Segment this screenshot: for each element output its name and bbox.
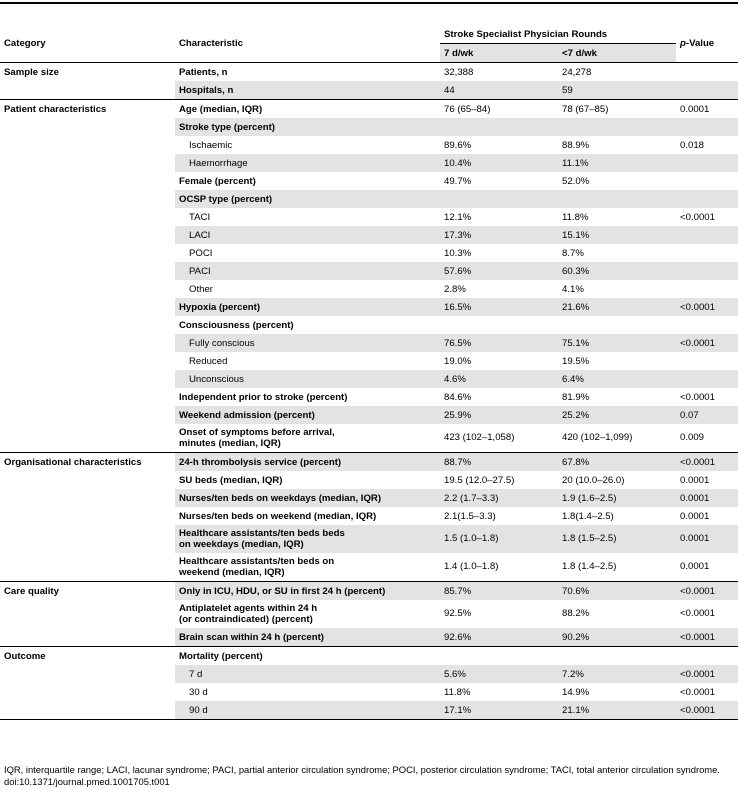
cell-category	[0, 244, 175, 262]
cell-pvalue	[676, 352, 738, 370]
cell-category	[0, 172, 175, 190]
cell-pvalue	[676, 154, 738, 172]
cell-7d: 76.5%	[440, 334, 558, 352]
cell-7d: 16.5%	[440, 298, 558, 316]
cell-category	[0, 406, 175, 424]
cell-category	[0, 665, 175, 683]
cell-characteristic: Consciousness (percent)	[179, 319, 294, 331]
cell-category: Patient characteristics	[0, 100, 175, 119]
cell-pvalue: 0.0001	[676, 489, 738, 507]
table-row	[0, 471, 738, 489]
cell-7d: 88.7%	[440, 453, 558, 472]
table-row	[0, 136, 738, 154]
cell-pvalue: <0.0001	[680, 686, 715, 698]
cell-7d: 2.2 (1.7–3.3)	[440, 489, 558, 507]
cell-lt7d: 59	[558, 81, 676, 100]
cell-lt7d: 420 (102–1,099)	[562, 432, 633, 444]
cell-category	[0, 190, 175, 208]
cell-category	[0, 553, 175, 582]
cell-characteristic: POCI	[189, 247, 213, 259]
cell-lt7d: 88.9%	[562, 139, 590, 151]
cell-7d	[440, 647, 558, 666]
table-row	[0, 600, 738, 628]
cell-7d: 76 (65–84)	[440, 100, 558, 119]
cell-category	[0, 701, 175, 720]
cell-pvalue	[676, 190, 738, 208]
cell-pvalue	[676, 172, 738, 190]
cell-7d: 423 (102–1,058)	[444, 432, 515, 444]
cell-characteristic: 90 d	[175, 701, 440, 720]
cell-7d: 5.6%	[440, 665, 558, 683]
cell-characteristic: Brain scan within 24 h (percent)	[175, 628, 440, 647]
cell-pvalue: 0.0001	[676, 100, 738, 119]
header-col-lt7d: <7 d/wk	[558, 44, 676, 63]
cell-characteristic: 24-h thrombolysis service (percent)	[175, 453, 440, 472]
header-pvalue-suffix: -Value	[685, 38, 715, 49]
cell-pvalue	[676, 63, 738, 82]
cell-lt7d: 7.2%	[558, 665, 676, 683]
cell-characteristic: Nurses/ten beds on weekdays (median, IQR)	[175, 489, 440, 507]
cell-7d: 92.6%	[440, 628, 558, 647]
table-row	[0, 683, 738, 701]
cell-lt7d: 78 (67–85)	[558, 100, 676, 119]
cell-7d: 84.6%	[444, 391, 472, 403]
cell-characteristic: Antiplatelet agents within 24 h (or contraindicated) (percent)	[179, 602, 318, 625]
cell-characteristic: Hypoxia (percent)	[175, 298, 440, 316]
table-row	[0, 525, 738, 553]
cell-lt7d: 15.1%	[558, 226, 676, 244]
cell-7d: 11.8%	[444, 686, 471, 698]
cell-pvalue: <0.0001	[680, 391, 715, 403]
cell-characteristic: Only in ICU, HDU, or SU in first 24 h (percent)	[175, 582, 440, 601]
cell-characteristic: Weekend admission (percent)	[175, 406, 440, 424]
cell-pvalue	[676, 647, 738, 666]
top-rule	[0, 2, 738, 4]
cell-lt7d: 88.2%	[562, 608, 590, 620]
cell-7d: 85.7%	[440, 582, 558, 601]
cell-category	[0, 489, 175, 507]
cell-lt7d: 81.9%	[562, 391, 590, 403]
cell-lt7d: 52.0%	[562, 175, 590, 187]
table-row	[0, 100, 738, 119]
table-row	[0, 208, 738, 226]
cell-lt7d: 1.8 (1.4–2.5)	[562, 561, 617, 573]
cell-pvalue: 0.07	[676, 406, 738, 424]
cell-lt7d: 14.9%	[562, 686, 590, 698]
cell-characteristic: Ischaemic	[189, 139, 233, 151]
cell-7d: 89.6%	[444, 139, 472, 151]
cell-characteristic: Onset of symptoms before arrival, minutes (median, IQR)	[179, 426, 335, 449]
cell-lt7d: 21.6%	[558, 298, 676, 316]
cell-category: Outcome	[0, 647, 175, 666]
cell-category	[0, 352, 175, 370]
table-row	[0, 172, 738, 190]
cell-7d: 32,388	[440, 63, 558, 82]
cell-lt7d: 25.2%	[558, 406, 676, 424]
table-row	[0, 226, 738, 244]
table-body	[0, 63, 738, 720]
cell-pvalue: <0.0001	[676, 334, 738, 352]
cell-lt7d: 19.5%	[562, 355, 590, 367]
header-group: Stroke Specialist Physician Rounds	[440, 25, 676, 44]
table-row	[0, 647, 738, 666]
cell-characteristic: Hospitals, n	[175, 81, 440, 100]
cell-7d	[440, 118, 558, 136]
table-row	[0, 370, 738, 388]
cell-lt7d: 70.6%	[558, 582, 676, 601]
table-row	[0, 507, 738, 525]
cell-7d: 10.3%	[444, 247, 472, 259]
cell-pvalue: 0.018	[680, 139, 705, 151]
header-category: Category	[0, 25, 175, 63]
table-row	[0, 262, 738, 280]
cell-characteristic: PACI	[175, 262, 440, 280]
cell-pvalue: 0.009	[680, 432, 705, 444]
cell-lt7d: 1.9 (1.6–2.5)	[558, 489, 676, 507]
cell-category	[0, 424, 175, 453]
cell-7d: 4.6%	[440, 370, 558, 388]
cell-lt7d: 1.8 (1.5–2.5)	[558, 525, 676, 553]
table-row	[0, 316, 738, 334]
cell-lt7d: 67.8%	[558, 453, 676, 472]
cell-characteristic: Reduced	[189, 355, 228, 367]
cell-pvalue: <0.0001	[680, 608, 715, 620]
cell-pvalue	[676, 370, 738, 388]
cell-pvalue: <0.0001	[676, 665, 738, 683]
cell-category: Care quality	[0, 582, 175, 601]
cell-category	[0, 118, 175, 136]
cell-category	[0, 600, 175, 628]
cell-category	[0, 298, 175, 316]
cell-characteristic: SU beds (median, IQR)	[179, 474, 283, 486]
cell-category	[0, 683, 175, 701]
table-row	[0, 190, 738, 208]
cell-lt7d	[558, 190, 676, 208]
table-row	[0, 628, 738, 647]
cell-pvalue: <0.0001	[676, 628, 738, 647]
cell-7d	[440, 190, 558, 208]
cell-7d: 10.4%	[440, 154, 558, 172]
table-row	[0, 424, 738, 453]
cell-pvalue: <0.0001	[676, 298, 738, 316]
table-row	[0, 406, 738, 424]
cell-characteristic: 7 d	[175, 665, 440, 683]
cell-lt7d: 75.1%	[558, 334, 676, 352]
cell-pvalue: 0.0001	[680, 474, 710, 486]
cell-pvalue: <0.0001	[676, 453, 738, 472]
cell-characteristic: Healthcare assistants/ten beds beds on weekdays (median, IQR)	[175, 525, 440, 553]
cell-category	[0, 280, 175, 298]
cell-lt7d: 11.1%	[558, 154, 676, 172]
cell-lt7d: 8.7%	[562, 247, 584, 259]
cell-7d: 17.3%	[440, 226, 558, 244]
cell-category	[0, 262, 175, 280]
cell-category	[0, 226, 175, 244]
cell-characteristic: Independent prior to stroke (percent)	[179, 391, 348, 403]
footnote-abbreviations: IQR, interquartile range; LACI, lacunar syndrome; PACI, partial anterior circulation syndrome; POCI, posterior circulation syndrome; TACI, total anterior circulation syndrome.	[4, 764, 720, 775]
header-col-7d: 7 d/wk	[440, 44, 558, 63]
cell-7d: 2.8%	[444, 283, 466, 295]
table-row	[0, 582, 738, 601]
table-row	[0, 665, 738, 683]
cell-7d: 25.9%	[440, 406, 558, 424]
cell-7d: 1.4 (1.0–1.8)	[444, 561, 499, 573]
cell-characteristic: Stroke type (percent)	[175, 118, 440, 136]
header-pvalue-prefix: p	[680, 38, 686, 49]
cell-characteristic: Healthcare assistants/ten beds on weekend (median, IQR)	[179, 555, 335, 578]
cell-lt7d: 60.3%	[558, 262, 676, 280]
cell-7d: 12.1%	[444, 211, 472, 223]
cell-characteristic: Haemorrhage	[175, 154, 440, 172]
cell-pvalue: 0.0001	[680, 510, 710, 522]
cell-characteristic: Nurses/ten beds on weekend (median, IQR)	[179, 510, 377, 522]
table-row	[0, 334, 738, 352]
data-table	[0, 25, 738, 720]
cell-pvalue: 0.0001	[676, 525, 738, 553]
table-row	[0, 63, 738, 82]
cell-7d: 44	[440, 81, 558, 100]
cell-lt7d: 1.8(1.4–2.5)	[562, 510, 614, 522]
cell-category: Organisational characteristics	[0, 453, 175, 472]
cell-pvalue	[676, 118, 738, 136]
cell-characteristic: Mortality (percent)	[175, 647, 440, 666]
cell-pvalue: <0.0001	[676, 582, 738, 601]
cell-lt7d: 6.4%	[558, 370, 676, 388]
header-characteristic: Characteristic	[175, 25, 440, 63]
table-row	[0, 298, 738, 316]
table-row	[0, 118, 738, 136]
footnote-doi: doi:10.1371/journal.pmed.1001705.t001	[4, 775, 170, 787]
cell-category	[0, 628, 175, 647]
cell-characteristic: Unconscious	[175, 370, 440, 388]
cell-category	[0, 208, 175, 226]
table-row	[0, 388, 738, 406]
cell-category	[0, 334, 175, 352]
cell-characteristic: OCSP type (percent)	[175, 190, 440, 208]
cell-characteristic: Other	[189, 283, 213, 295]
cell-characteristic: Patients, n	[175, 63, 440, 82]
cell-lt7d: 21.1%	[558, 701, 676, 720]
cell-lt7d: 90.2%	[558, 628, 676, 647]
cell-pvalue	[676, 226, 738, 244]
table-row	[0, 352, 738, 370]
cell-7d: 2.1(1.5–3.3)	[444, 510, 496, 522]
cell-characteristic: Age (median, IQR)	[175, 100, 440, 119]
cell-characteristic: TACI	[189, 211, 211, 223]
cell-pvalue	[676, 280, 738, 298]
cell-category	[0, 525, 175, 553]
cell-pvalue: <0.0001	[676, 701, 738, 720]
cell-category	[0, 81, 175, 100]
cell-lt7d	[558, 316, 676, 334]
cell-pvalue	[676, 244, 738, 262]
table-row	[0, 154, 738, 172]
cell-7d: 92.5%	[444, 608, 472, 620]
header-pvalue	[676, 25, 738, 63]
cell-lt7d	[558, 647, 676, 666]
cell-lt7d	[558, 118, 676, 136]
cell-pvalue: <0.0001	[680, 211, 715, 223]
cell-7d: 17.1%	[440, 701, 558, 720]
cell-lt7d: 4.1%	[562, 283, 584, 295]
cell-characteristic: Fully conscious	[175, 334, 440, 352]
table-row	[0, 244, 738, 262]
cell-7d: 19.5 (12.0–27.5)	[444, 474, 515, 486]
cell-pvalue	[676, 316, 738, 334]
table-row	[0, 453, 738, 472]
table-row	[0, 701, 738, 720]
cell-category	[0, 136, 175, 154]
cell-7d: 19.0%	[444, 355, 472, 367]
cell-pvalue: 0.0001	[680, 561, 710, 573]
cell-7d: 57.6%	[440, 262, 558, 280]
cell-category: Sample size	[0, 63, 175, 82]
cell-category	[0, 154, 175, 172]
cell-7d: 49.7%	[444, 175, 472, 187]
cell-category	[0, 507, 175, 525]
cell-category	[0, 316, 175, 334]
cell-lt7d: 20 (10.0–26.0)	[562, 474, 625, 486]
cell-7d: 1.5 (1.0–1.8)	[440, 525, 558, 553]
cell-category	[0, 388, 175, 406]
cell-characteristic: LACI	[175, 226, 440, 244]
table-row	[0, 489, 738, 507]
cell-7d	[440, 316, 558, 334]
cell-pvalue	[676, 81, 738, 100]
cell-pvalue	[676, 262, 738, 280]
table-row	[0, 553, 738, 582]
cell-characteristic: 30 d	[189, 686, 208, 698]
cell-category	[0, 471, 175, 489]
table-row	[0, 81, 738, 100]
cell-lt7d: 24,278	[558, 63, 676, 82]
table-row	[0, 280, 738, 298]
cell-category	[0, 370, 175, 388]
cell-characteristic: Female (percent)	[179, 175, 256, 187]
cell-lt7d: 11.8%	[562, 211, 589, 223]
footnote	[4, 764, 734, 787]
